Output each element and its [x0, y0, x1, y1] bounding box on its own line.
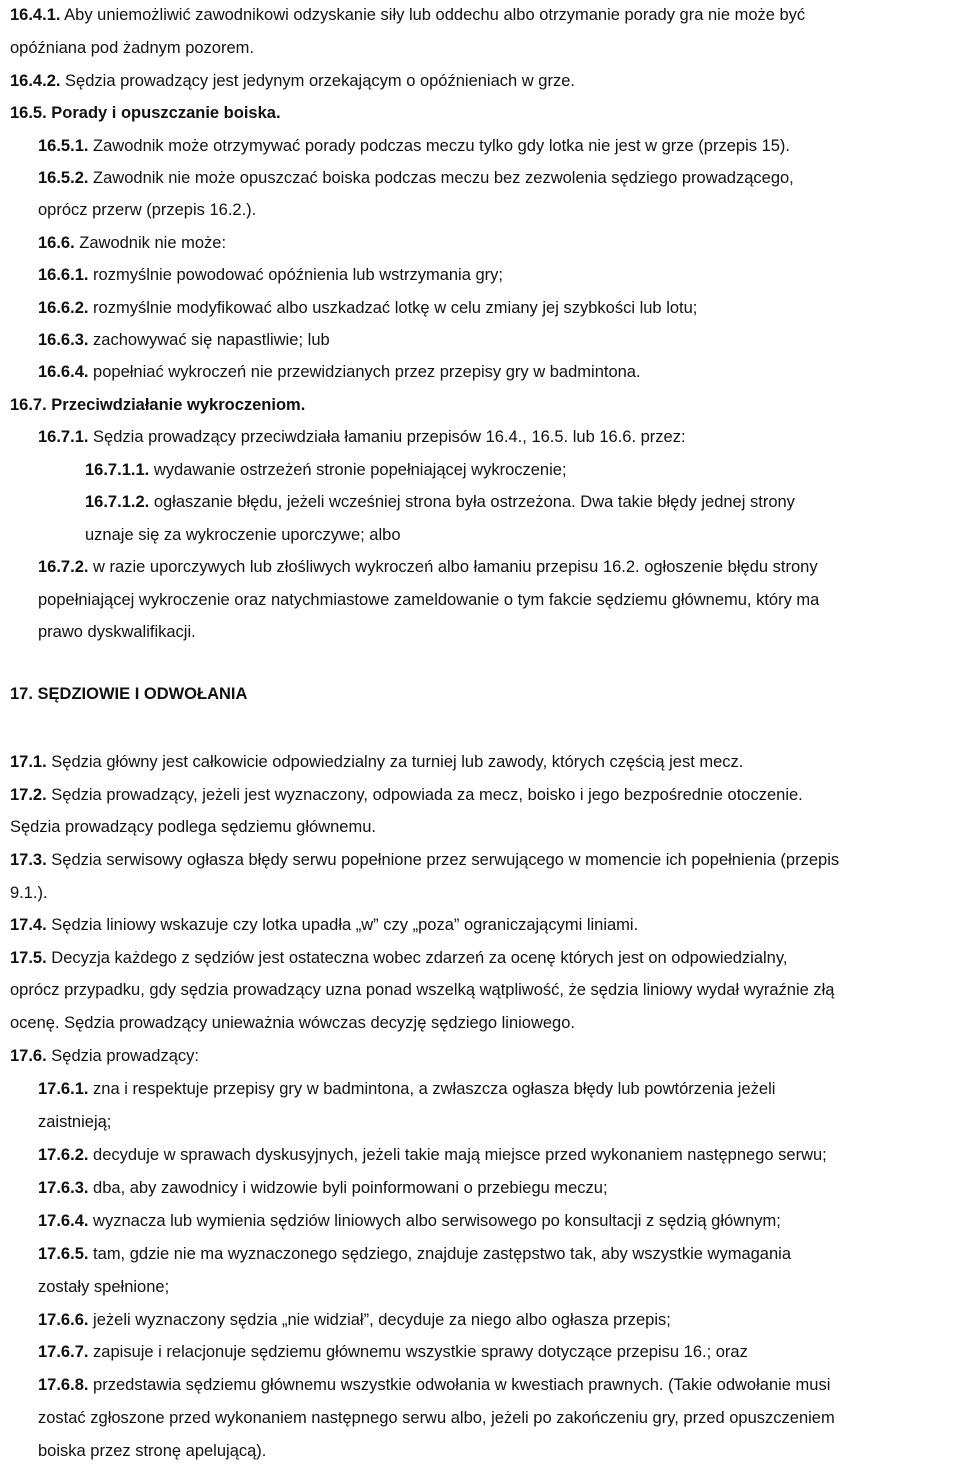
rule-text: rozmyślnie modyfikować albo uszkadzać lotkę w celu zmiany jej szybkości lub lotu; — [88, 299, 698, 317]
rule-text: w razie uporczywych lub złośliwych wykroczeń albo łamaniu przepisu 16.2. ogłoszenie błędu strony — [88, 558, 818, 576]
rule-number: 16.5.1. — [38, 137, 89, 155]
rule-line — [85, 492, 795, 512]
rule-number: 16.5. — [10, 104, 47, 122]
rule-number: 17.6.4. — [38, 1212, 89, 1230]
rule-line — [10, 103, 281, 123]
rule-text: zaistnieją; — [38, 1113, 112, 1131]
rule-line — [38, 427, 686, 447]
rule-number: 16.7.1. — [38, 428, 89, 446]
rule-line — [10, 684, 247, 704]
continuation-line — [38, 1112, 111, 1132]
rule-text: przedstawia sędziemu głównemu wszystkie odwołania w kwestiach prawnych. (Takie odwołanie musi — [88, 1376, 831, 1394]
rule-number: 17.6.7. — [38, 1343, 89, 1361]
rule-number: 16.6.3. — [38, 331, 89, 349]
rule-number: 17.6.5. — [38, 1245, 89, 1263]
rule-number: 17.5. — [10, 949, 47, 967]
rule-text: rozmyślnie powodować opóźnienia lub wstrzymania gry; — [88, 266, 503, 284]
rule-number: 17.4. — [10, 916, 47, 934]
continuation-line — [10, 817, 376, 837]
rule-line — [38, 1310, 671, 1330]
rule-number: 17.1. — [10, 753, 47, 771]
rule-line — [10, 915, 638, 935]
rule-line — [38, 168, 794, 188]
rule-text: Sędzia główny jest całkowicie odpowiedzialny za turniej lub zawody, których częścią jest mecz. — [46, 753, 744, 771]
rule-text: Sędzia liniowy wskazuje czy lotka upadła „w” czy „poza” ograniczającymi liniami. — [46, 916, 639, 934]
continuation-line — [10, 1013, 575, 1033]
rule-number: 17.6.3. — [38, 1179, 89, 1197]
rule-line — [38, 362, 641, 382]
rule-line — [38, 1178, 608, 1198]
rule-text: Sędzia prowadzący przeciwdziała łamaniu przepisów 16.4., 16.5. lub 16.6. przez: — [88, 428, 686, 446]
rule-line — [10, 752, 743, 772]
continuation-line — [38, 1408, 835, 1428]
continuation-line — [38, 1441, 266, 1461]
rule-line — [10, 71, 575, 91]
rule-number: 16.4.1. — [10, 6, 61, 24]
rule-text: uznaje się za wykroczenie uporczywe; albo — [85, 526, 401, 544]
rule-text: Przeciwdziałanie wykroczeniom. — [46, 396, 306, 414]
rule-line — [38, 1079, 775, 1099]
rule-text: jeżeli wyznaczony sędzia „nie widział”, decyduje za niego albo ogłasza przepis; — [88, 1311, 671, 1329]
rule-number: 16.6.1. — [38, 266, 89, 284]
rule-text: zostać zgłoszone przed wykonaniem następnego serwu albo, jeżeli po zakończeniu gry, przed opuszczeniem — [38, 1409, 835, 1427]
rule-text: 9.1.). — [10, 884, 48, 902]
rule-line — [38, 265, 503, 285]
rule-number: 17.6.6. — [38, 1311, 89, 1329]
rule-line — [10, 5, 805, 25]
rule-number: 16.7.1.1. — [85, 461, 150, 479]
rule-text: zostały spełnione; — [38, 1278, 170, 1296]
rule-number: 16.7. — [10, 396, 47, 414]
rule-text: Decyzja każdego z sędziów jest ostateczna wobec zdarzeń za ocenę których jest on odpowiedzialny, — [46, 949, 788, 967]
rule-text: Porady i opuszczanie boiska. — [46, 104, 281, 122]
continuation-line — [85, 525, 401, 545]
rule-text: zachowywać się napastliwie; lub — [88, 331, 330, 349]
rule-text: tam, gdzie nie ma wyznaczonego sędziego, znajduje zastępstwo tak, aby wszystkie wymagania — [88, 1245, 791, 1263]
continuation-line — [10, 38, 254, 58]
continuation-line — [38, 200, 256, 220]
continuation-line — [10, 980, 834, 1000]
rule-line — [10, 948, 787, 968]
rule-line — [38, 1375, 830, 1395]
rule-text: Sędzia prowadzący podlega sędziemu głównemu. — [10, 818, 376, 836]
rule-text: Sędzia prowadzący: — [46, 1047, 199, 1065]
rule-text: Sędzia serwisowy ogłasza błędy serwu popełnione przez serwującego w momencie ich popełnienia (przepis — [46, 851, 840, 869]
continuation-line — [38, 1277, 169, 1297]
rule-line — [38, 233, 226, 253]
rule-line — [38, 136, 790, 156]
rule-text: prawo dyskwalifikacji. — [38, 623, 196, 641]
rule-line — [38, 298, 697, 318]
rule-line — [38, 1244, 791, 1264]
rule-number: 16.7.2. — [38, 558, 89, 576]
continuation-line — [38, 590, 819, 610]
rule-number: 17.6.2. — [38, 1146, 89, 1164]
rule-text: dba, aby zawodnicy i widzowie byli poinformowani o przebiegu meczu; — [88, 1179, 608, 1197]
rule-line — [10, 395, 305, 415]
continuation-line — [38, 622, 196, 642]
rule-text: Zawodnik może otrzymywać porady podczas meczu tylko gdy lotka nie jest w grze (przepis 15). — [88, 137, 791, 155]
rule-text: Zawodnik nie może: — [74, 234, 227, 252]
rule-line — [38, 557, 818, 577]
rule-text: wyznacza lub wymienia sędziów liniowych albo serwisowego po konsultacji z sędzią głównym; — [88, 1212, 781, 1230]
rule-text: wydawanie ostrzeżeń stronie popełniającej wykroczenie; — [149, 461, 567, 479]
rule-number: 16.4.2. — [10, 72, 61, 90]
rule-text: popełniającej wykroczenie oraz natychmiastowe zameldowanie o tym fakcie sędziemu głównemu, który ma — [38, 591, 820, 609]
rule-text: zna i respektuje przepisy gry w badmintona, a zwłaszcza ogłasza błędy lub powtórzenia jeżeli — [88, 1080, 776, 1098]
rule-text: Sędzia prowadzący, jeżeli jest wyznaczony, odpowiada za mecz, boisko i jego bezpośrednie otoczenie. — [46, 786, 803, 804]
rule-line — [10, 1046, 199, 1066]
rule-text: decyduje w sprawach dyskusyjnych, jeżeli takie mają miejsce przed wykonaniem następnego serwu; — [88, 1146, 827, 1164]
rule-text: oprócz przypadku, gdy sędzia prowadzący uzna ponad wszelką wątpliwość, że sędzia liniowy wydał wyraźnie złą — [10, 981, 835, 999]
continuation-line — [10, 883, 48, 903]
rule-text: opóźniana pod żadnym pozorem. — [10, 39, 254, 57]
rule-number: 16.5.2. — [38, 169, 89, 187]
rule-text: ogłaszanie błędu, jeżeli wcześniej strona była ostrzeżona. Dwa takie błędy jednej strony — [149, 493, 795, 511]
rule-number: 17.6. — [10, 1047, 47, 1065]
rule-number: 17.2. — [10, 786, 47, 804]
rule-number: 17.3. — [10, 851, 47, 869]
rule-line — [10, 785, 803, 805]
rule-line — [38, 1342, 748, 1362]
rule-line — [38, 330, 330, 350]
rule-text: ocenę. Sędzia prowadzący unieważnia wówczas decyzję sędziego liniowego. — [10, 1014, 575, 1032]
rule-text: zapisuje i relacjonuje sędziemu głównemu wszystkie sprawy dotyczące przepisu 16.; oraz — [88, 1343, 748, 1361]
rule-line — [10, 850, 839, 870]
rule-text: Sędzia prowadzący jest jedynym orzekającym o opóźnieniach w grze. — [60, 72, 575, 90]
rule-number: 17. — [10, 685, 33, 703]
rule-number: 17.6.8. — [38, 1376, 89, 1394]
rule-number: 16.6. — [38, 234, 75, 252]
rule-text: oprócz przerw (przepis 16.2.). — [38, 201, 257, 219]
rule-line — [85, 460, 567, 480]
rule-line — [38, 1145, 827, 1165]
rule-text: SĘDZIOWIE I ODWOŁANIA — [32, 685, 248, 703]
rule-text: Zawodnik nie może opuszczać boiska podczas meczu bez zezwolenia sędziego prowadzącego, — [88, 169, 794, 187]
rule-number: 16.6.2. — [38, 299, 89, 317]
rule-text: boiska przez stronę apelującą). — [38, 1442, 267, 1460]
rule-line — [38, 1211, 781, 1231]
rule-number: 16.7.1.2. — [85, 493, 150, 511]
rule-number: 17.6.1. — [38, 1080, 89, 1098]
rule-number: 16.6.4. — [38, 363, 89, 381]
rule-text: popełniać wykroczeń nie przewidzianych przez przepisy gry w badmintona. — [88, 363, 641, 381]
rule-text: Aby uniemożliwić zawodnikowi odzyskanie siły lub oddechu albo otrzymanie porady gra nie może być — [60, 6, 806, 24]
